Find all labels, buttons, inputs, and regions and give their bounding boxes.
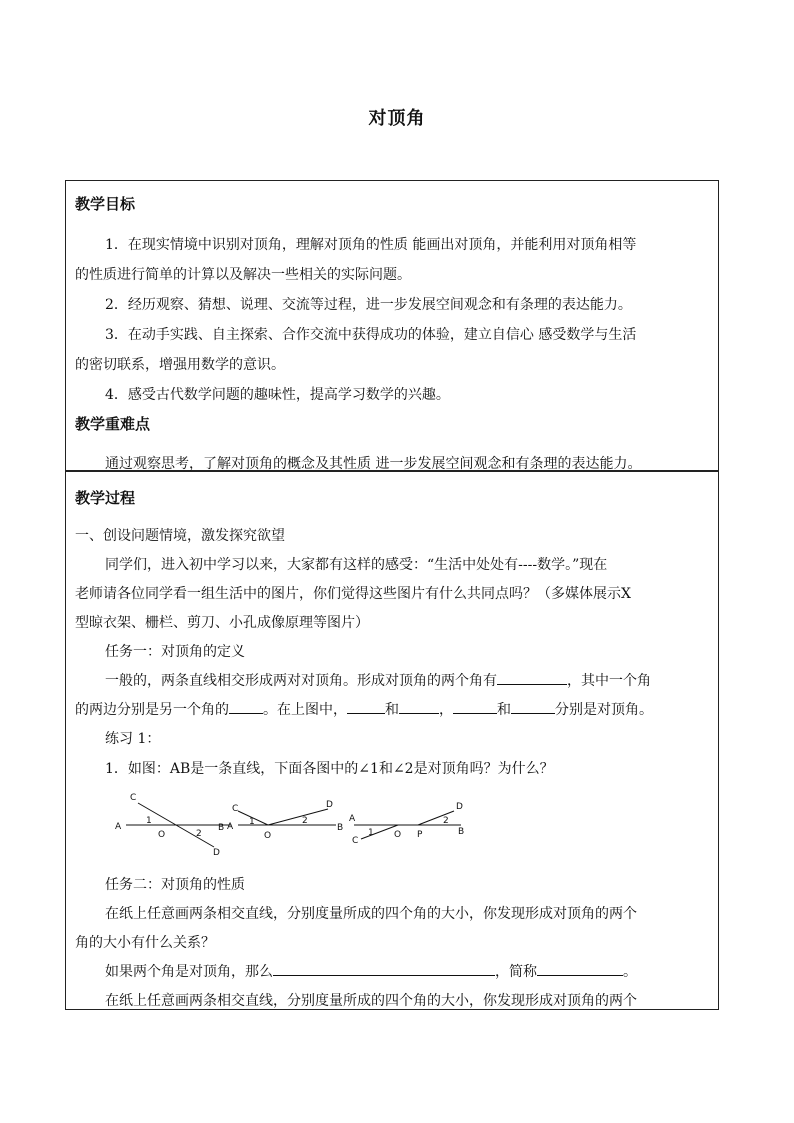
page-title: 对顶角 [368, 108, 426, 129]
definition-text: 。在上图中， [263, 702, 347, 718]
point-a-label: A [349, 814, 356, 824]
fill-blank[interactable] [497, 672, 567, 685]
conclusion-text: 如果两个角是对顶角，那么 [105, 964, 273, 980]
angle-1-label: 1 [368, 828, 374, 838]
objective-line: 4．感受古代数学问题的趣味性，提高学习数学的兴趣。 [105, 387, 450, 403]
definition-text: 和 [497, 702, 511, 718]
process-box [65, 471, 719, 1010]
definition-text: ，其中一个角 [567, 673, 651, 689]
point-d-label: D [213, 848, 220, 857]
angle-2-label: 2 [443, 816, 449, 826]
intro-line: 同学们，进入初中学习以来，大家都有这样的感受：“生活中处处有----数学。”现在 [105, 557, 608, 573]
property-line: 在纸上任意画两条相交直线，分别度量所成的四个角的大小，你发现形成对顶角的两个 [105, 993, 637, 1009]
definition-text: 一般的，两条直线相交形成两对对顶角。形成对顶角的两个角有 [105, 673, 497, 689]
angle-1-label: 1 [249, 817, 255, 827]
point-a-label: A [227, 822, 234, 832]
point-b-label: B [458, 827, 465, 837]
point-o-label: O [264, 831, 272, 841]
objective-line: 1．在现实情境中识别对顶角，理解对顶角的性质 能画出对顶角，并能利用对顶角相等 [105, 237, 637, 253]
ray-od [268, 809, 328, 825]
fill-blank[interactable] [273, 963, 495, 976]
question-line: 1．如图：AB是一条直线，下面各图中的∠1和∠2是对顶角吗？为什么？ [105, 761, 554, 777]
definition-text: 的两边分别是另一个角的 [75, 702, 229, 718]
task2-title: 任务二：对顶角的性质 [105, 877, 245, 893]
process-heading: 教学过程 [75, 489, 136, 507]
definition-text: ， [439, 702, 453, 718]
conclusion-text: 。 [623, 964, 637, 980]
part1-title: 一、创设问题情境，激发探究欲望 [75, 528, 285, 544]
fill-blank[interactable] [453, 701, 497, 714]
definition-text: 分别是对顶角。 [555, 702, 653, 718]
point-d-label: D [326, 800, 333, 810]
conclusion-line [105, 961, 637, 981]
point-o-label: O [394, 830, 402, 840]
figure-3 [349, 802, 464, 846]
property-line: 角的大小有什么关系？ [75, 935, 215, 951]
ray-oc [361, 825, 398, 839]
figure-2 [227, 800, 343, 841]
point-c-label: C [130, 793, 137, 803]
point-c-label: C [352, 836, 359, 846]
fill-blank[interactable] [537, 963, 623, 976]
definition-text: 和 [385, 702, 399, 718]
angle-1-label: 1 [146, 816, 152, 826]
keypoints-heading: 教学重难点 [75, 415, 151, 433]
point-o-label: O [158, 830, 166, 840]
objective-line: 2．经历观察、猜想、说理、交流等过程，进一步发展空间观念和有条理的表达能力。 [105, 297, 632, 313]
point-d-label: D [456, 802, 463, 812]
fill-blank[interactable] [347, 701, 385, 714]
objective-line: 的性质进行简单的计算以及解决一些相关的实际问题。 [75, 267, 411, 283]
practice-label: 练习 1： [105, 731, 161, 747]
figure-1 [115, 793, 231, 857]
definition-line [105, 670, 651, 690]
intro-line: 型晾衣架、栅栏、剪刀、小孔成像原理等图片） [75, 615, 369, 631]
fill-blank[interactable] [511, 701, 555, 714]
fill-blank[interactable] [229, 701, 263, 714]
keypoints-line: 通过观察思考，了解对顶角的概念及其性质 进一步发展空间观念和有条理的表达能力。 [105, 456, 642, 472]
point-b-label: B [218, 823, 225, 833]
definition-line [75, 699, 653, 719]
point-c-label: C [232, 804, 239, 814]
angle-2-label: 2 [302, 816, 308, 826]
objectives-heading: 教学目标 [75, 195, 136, 213]
angle-2-label: 2 [196, 829, 202, 839]
task1-title: 任务一：对顶角的定义 [105, 644, 245, 660]
fill-blank[interactable] [399, 701, 439, 714]
point-a-label: A [115, 822, 122, 832]
point-p-label: P [417, 830, 423, 840]
objective-line: 3．在动手实践、自主探索、合作交流中获得成功的体验，建立自信心 感受数学与生活 [105, 327, 637, 343]
intro-line: 老师请各位同学看一组生活中的图片，你们觉得这些图片有什么共同点吗？（多媒体展示X [75, 586, 631, 602]
property-line: 在纸上任意画两条相交直线，分别度量所成的四个角的大小，你发现形成对顶角的两个 [105, 906, 637, 922]
point-b-label: B [337, 823, 344, 833]
angle-figures [106, 787, 526, 857]
conclusion-text: ，简称 [495, 964, 537, 980]
objectives-box [65, 180, 719, 471]
objective-line: 的密切联系，增强用数学的意识。 [75, 357, 285, 373]
